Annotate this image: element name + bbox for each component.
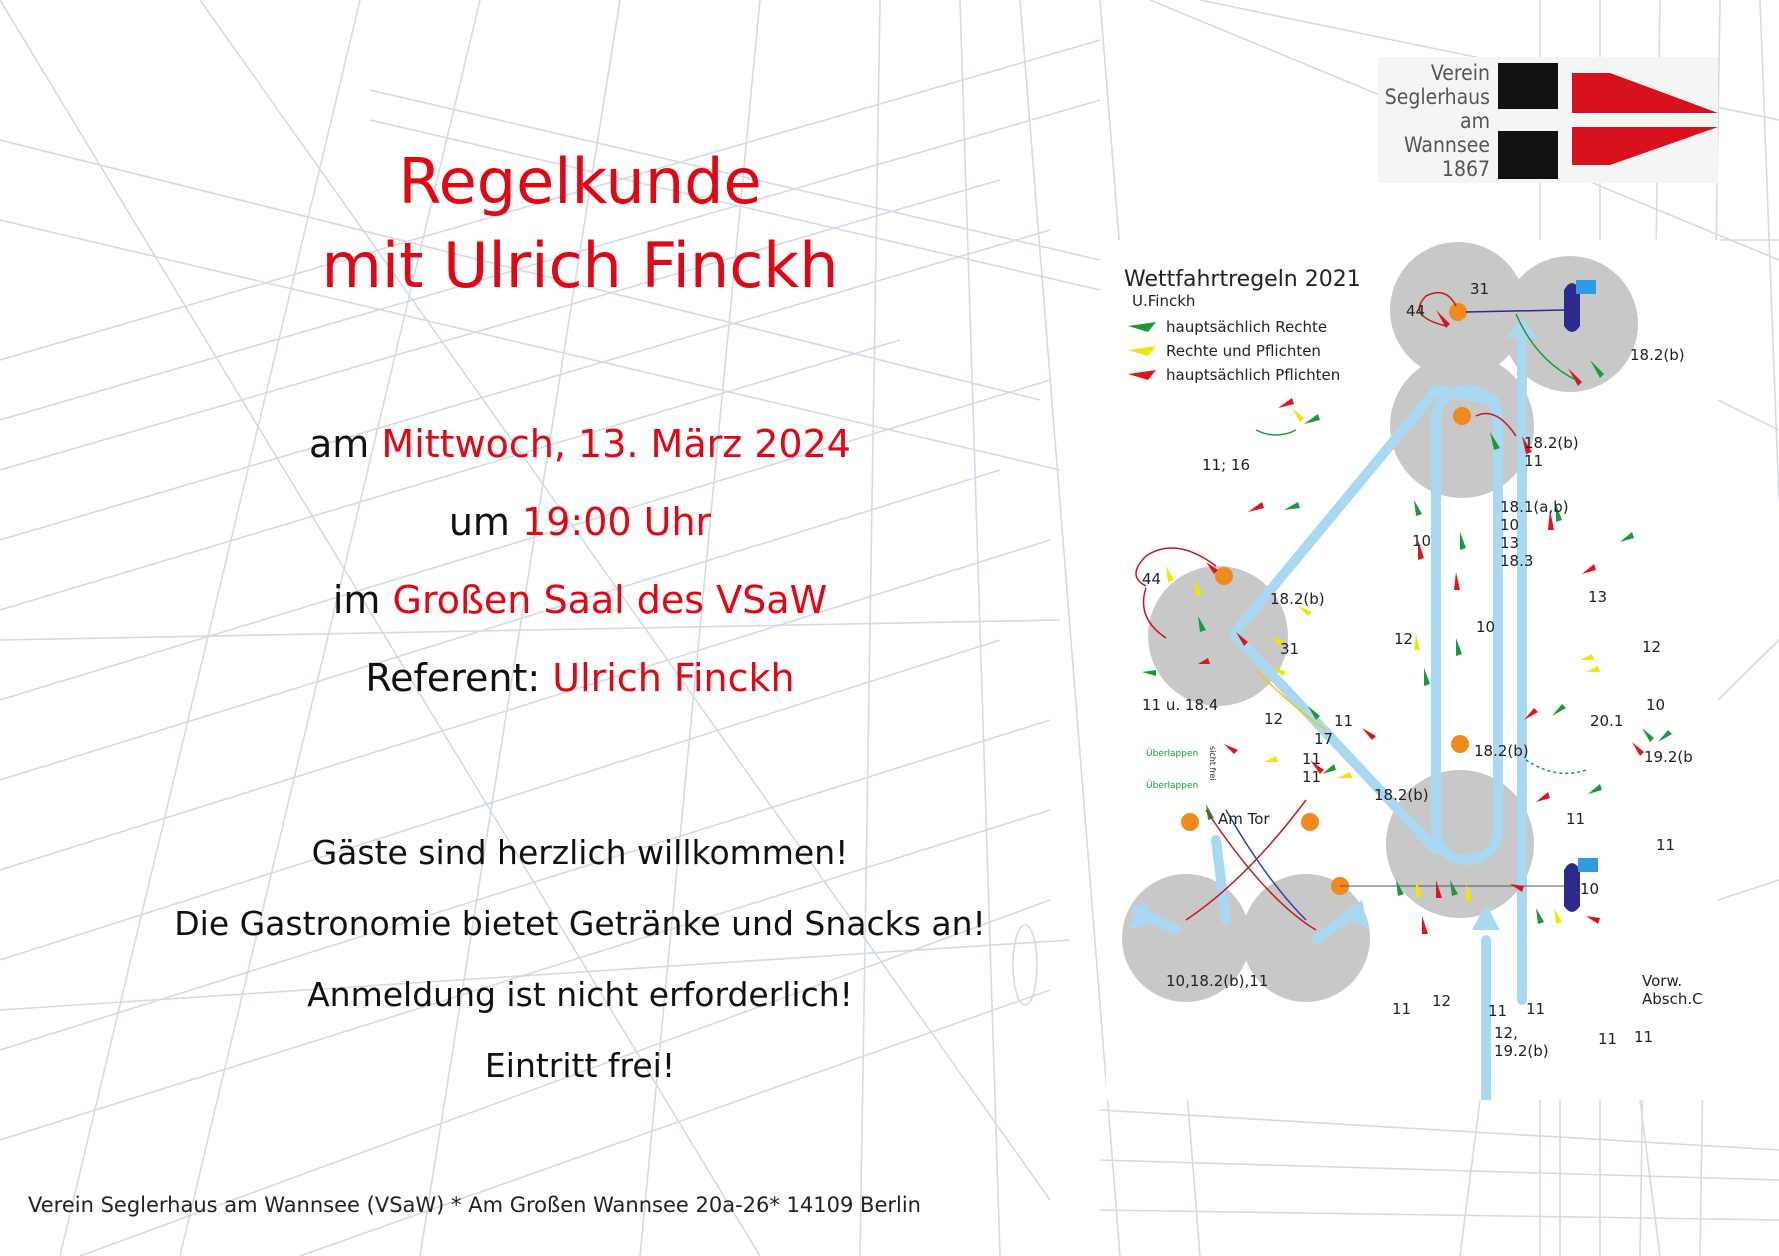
rule-label: 11 — [1334, 712, 1354, 730]
rule-label: 12 — [1394, 630, 1414, 648]
rule-label: 11 — [1302, 768, 1322, 786]
rule-label: 12 — [1432, 992, 1452, 1010]
rule-label: 12 — [1642, 638, 1662, 656]
rule-label: 10 — [1476, 618, 1496, 636]
racing-rules-diagram — [1106, 240, 1718, 1100]
rule-label: 11 — [1634, 1028, 1654, 1046]
rule-label: 18.2(b) — [1270, 590, 1325, 608]
footer-address: Verein Seglerhaus am Wannsee (VSaW) * Am Großen Wannsee 20a-26* 14109 Berlin — [28, 1193, 921, 1217]
rule-label: 10,18.2(b),11 — [1166, 972, 1269, 990]
detail-time-value: 19:00 Uhr — [522, 500, 712, 544]
detail-date: am Mittwoch, 13. März 2024 — [309, 422, 851, 466]
rule-label: 18.2(b) — [1474, 742, 1529, 760]
rule-label: 18.2(b) — [1524, 434, 1579, 452]
rule-label: 31 — [1470, 280, 1490, 298]
rule-label: 18.1(a,b) — [1500, 498, 1569, 516]
rule-label: 18.2(b) — [1630, 346, 1685, 364]
event-title-line2: mit Ulrich Finckh — [321, 229, 839, 302]
rule-label: 31 — [1280, 640, 1300, 658]
event-details — [40, 405, 1120, 717]
rule-label: 44 — [1406, 302, 1426, 320]
rule-label: Am Tor — [1218, 810, 1270, 828]
legend-marker-yellow — [1128, 346, 1156, 356]
rule-label: 12, — [1494, 1024, 1518, 1042]
event-title-line1: Regelkunde — [398, 145, 762, 218]
rule-label: 19.2(b — [1644, 748, 1693, 766]
rule-label: 11 — [1598, 1030, 1618, 1048]
club-pennant-icon — [1378, 57, 1718, 183]
rule-label: 11; 16 — [1202, 456, 1250, 474]
rule-label: 10 — [1412, 532, 1432, 550]
note-admission: Eintritt frei! — [484, 1046, 676, 1085]
rule-label: 11 — [1392, 1000, 1412, 1018]
club-logo-text: Verein Seglerhaus am Wannsee 1867 — [1384, 61, 1490, 181]
detail-speaker-value: Ulrich Finckh — [552, 656, 795, 700]
diagram-author: U.Finckh — [1132, 292, 1196, 310]
rule-label: 18.3 — [1500, 552, 1534, 570]
detail-date-value: Mittwoch, 13. März 2024 — [381, 422, 851, 466]
note-registration: Anmeldung ist nicht erforderlich! — [307, 975, 853, 1014]
event-notes — [40, 817, 1120, 1101]
rule-label: 10 — [1580, 880, 1600, 898]
rule-label: 11 — [1656, 836, 1676, 854]
rule-label: 10 — [1646, 696, 1666, 714]
legend-marker-green — [1128, 322, 1156, 332]
rule-label: 11 — [1526, 1000, 1546, 1018]
rule-label: Vorw. — [1642, 972, 1683, 990]
note-gastronomy: Die Gastronomie bietet Getränke und Snacks an! — [174, 904, 986, 943]
rule-label: 18.2(b) — [1374, 786, 1429, 804]
rule-label: 13 — [1500, 534, 1520, 552]
rule-label: Überlappen — [1146, 749, 1199, 759]
note-guests: Gäste sind herzlich willkommen! — [311, 833, 849, 872]
rule-label: Überlappen — [1146, 781, 1199, 791]
diagram-legend — [1128, 318, 1340, 384]
rule-label: 11 — [1488, 1002, 1508, 1020]
rule-label: 11 — [1566, 810, 1586, 828]
rule-label: sicht frei — [1208, 746, 1217, 781]
event-title — [40, 140, 1120, 308]
diagram-title: Wettfahrtregeln 2021 — [1124, 267, 1361, 292]
legend-label-duties: hauptsächlich Pflichten — [1166, 366, 1341, 384]
rule-label: 17 — [1314, 730, 1334, 748]
rule-label: 12 — [1264, 710, 1284, 728]
rule-label: 13 — [1588, 588, 1608, 606]
rule-label: Absch.C — [1642, 990, 1703, 1008]
legend-label-rights-duties: Rechte und Pflichten — [1166, 342, 1321, 360]
detail-time: um 19:00 Uhr — [448, 500, 712, 544]
rule-label: 20.1 — [1590, 712, 1624, 730]
detail-speaker: Referent: Ulrich Finckh — [365, 656, 795, 700]
rule-label: 11 u. 18.4 — [1142, 696, 1219, 714]
legend-label-rights: hauptsächlich Rechte — [1166, 318, 1328, 336]
club-logo — [1378, 57, 1718, 183]
rule-label: 11 — [1524, 452, 1544, 470]
rule-label: 11 — [1302, 750, 1322, 768]
detail-location: im Großen Saal des VSaW — [332, 578, 828, 622]
rule-label: 10 — [1500, 516, 1520, 534]
rule-label: 19.2(b) — [1494, 1042, 1549, 1060]
legend-marker-red — [1128, 370, 1156, 380]
detail-location-value: Großen Saal des VSaW — [392, 578, 828, 622]
rule-label: 44 — [1142, 570, 1162, 588]
